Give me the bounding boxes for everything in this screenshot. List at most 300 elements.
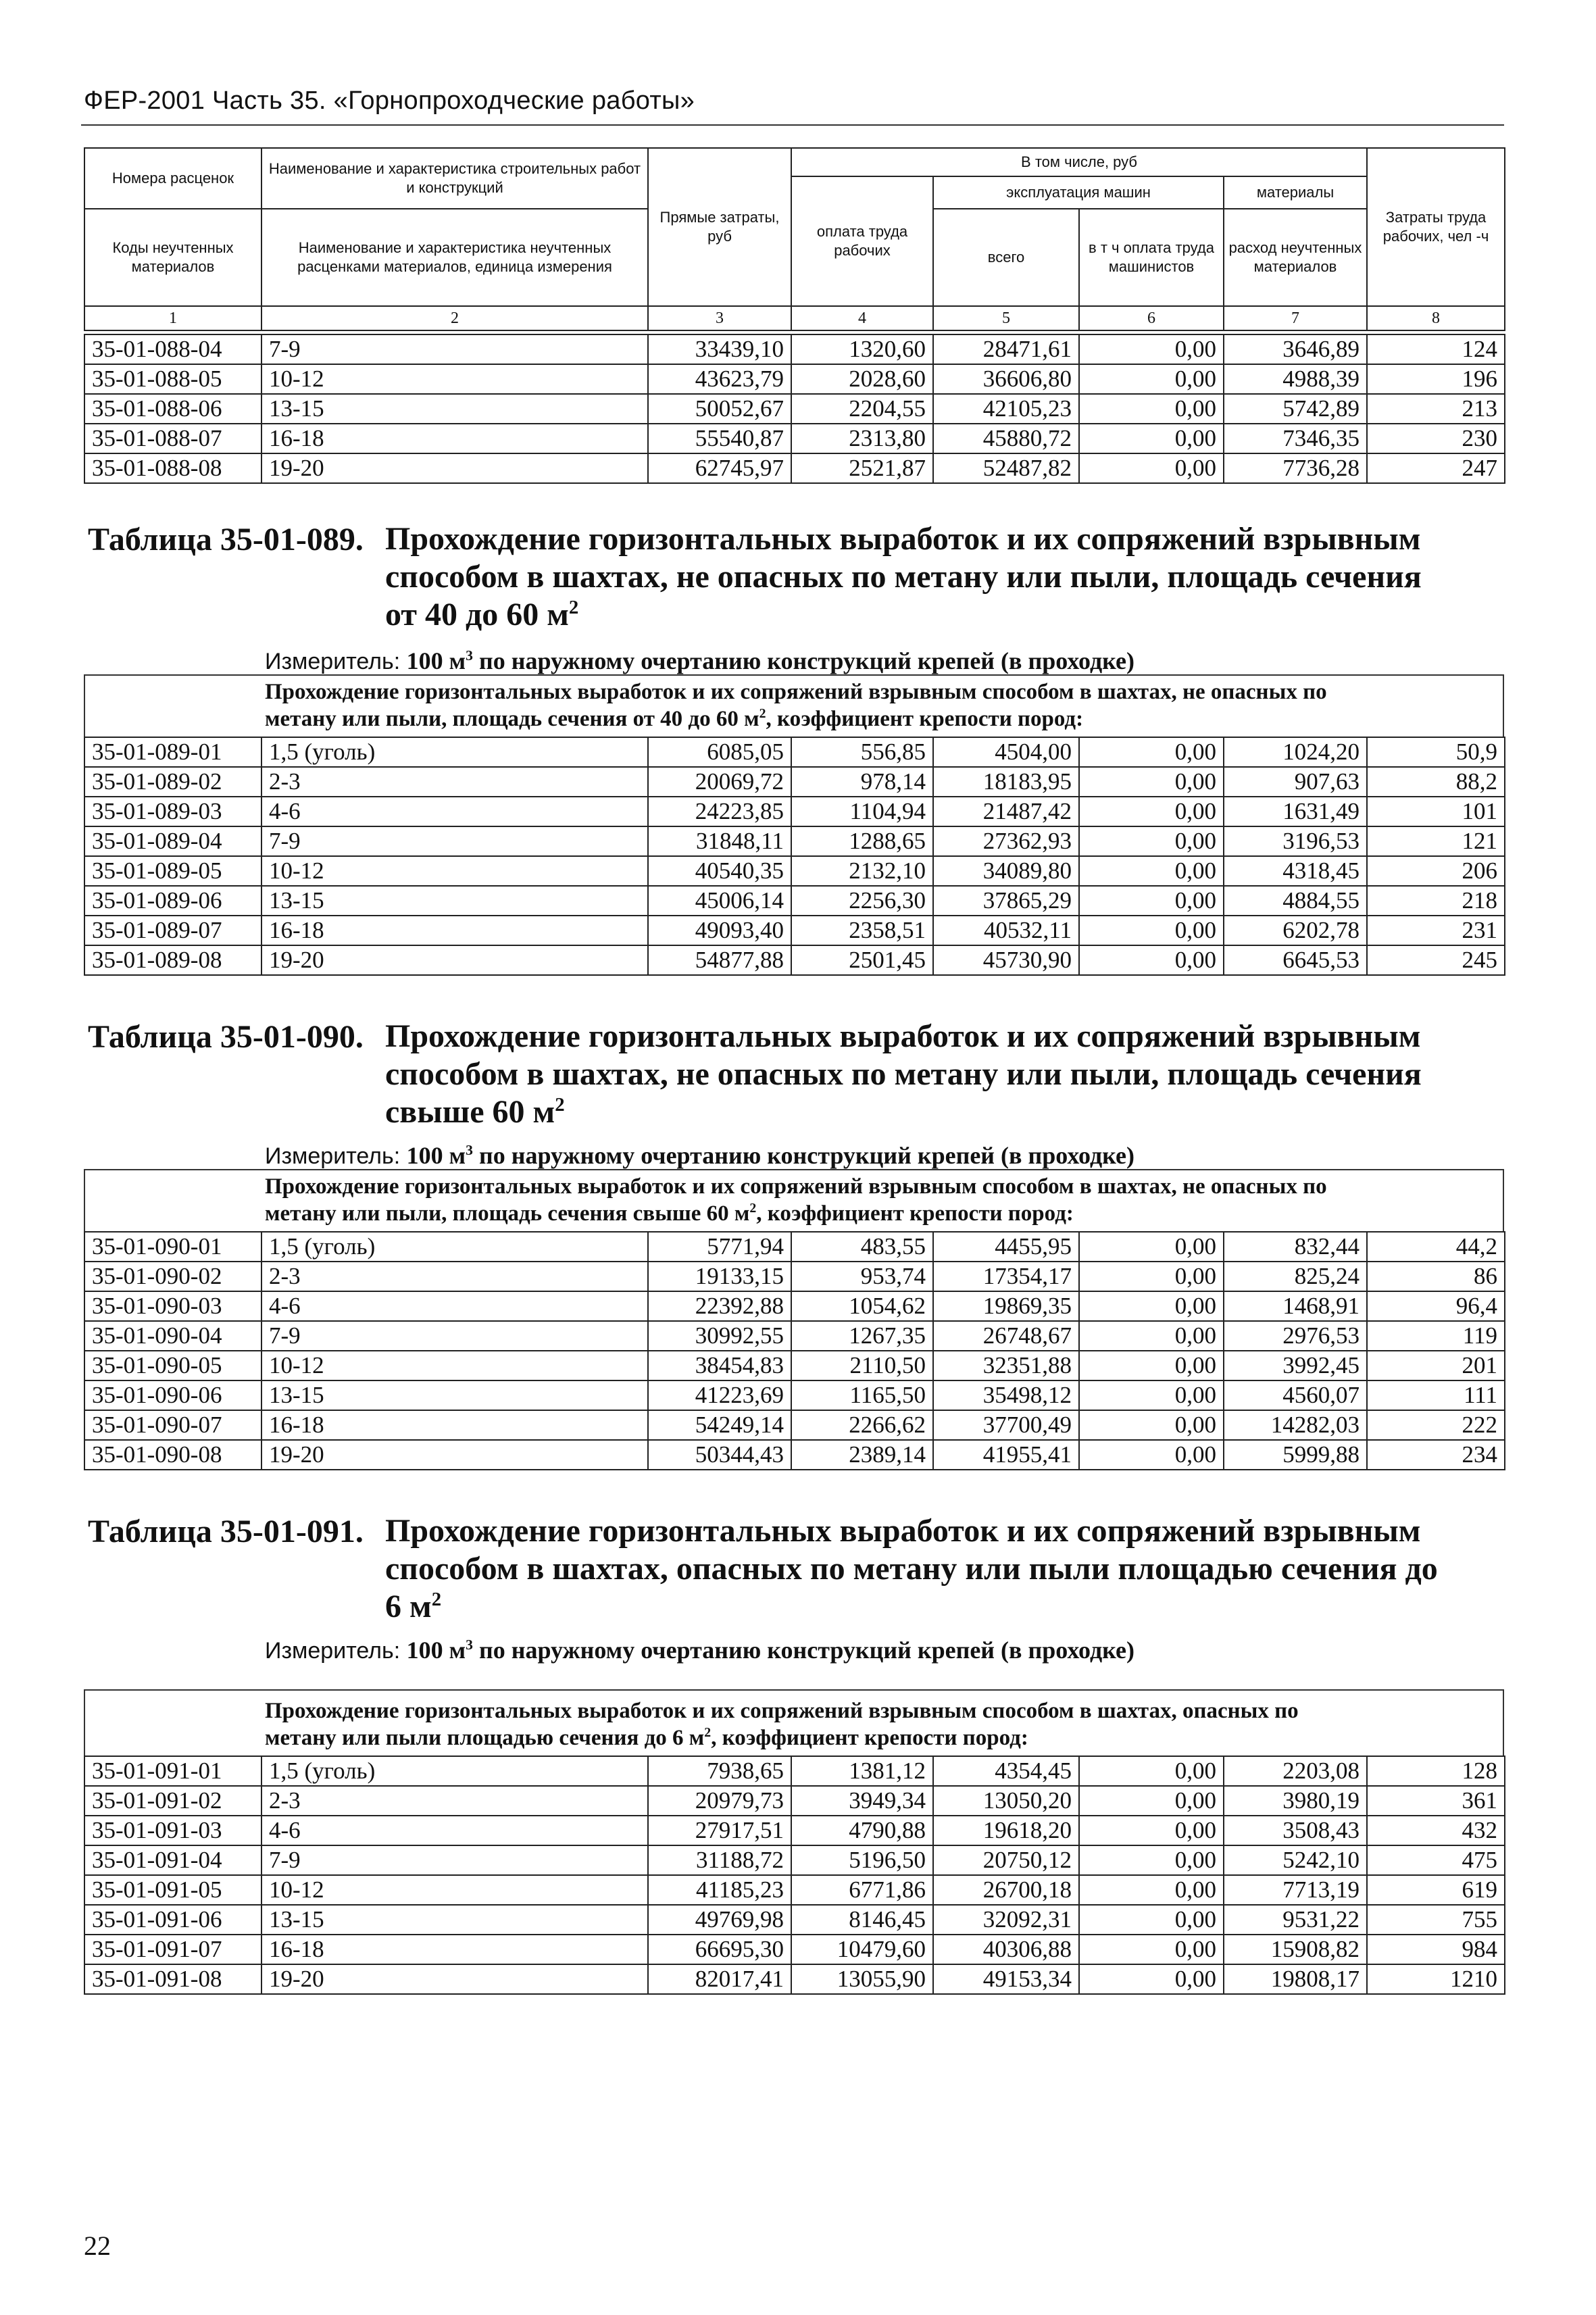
value-cell: 0,00 <box>1079 1845 1224 1875</box>
rate-code-cell: 35-01-091-08 <box>84 1964 261 1994</box>
value-cell: 3646,89 <box>1224 334 1367 364</box>
column-index-4: 4 <box>791 306 933 330</box>
value-cell: 4884,55 <box>1224 886 1367 916</box>
table-089-rule <box>84 674 1504 676</box>
rock-hardness-cell: 2-3 <box>261 1786 648 1816</box>
value-cell: 213 <box>1367 394 1505 424</box>
value-cell: 50344,43 <box>648 1440 791 1470</box>
value-cell: 0,00 <box>1079 1786 1224 1816</box>
rate-code-cell: 35-01-090-03 <box>84 1291 261 1321</box>
value-cell: 37865,29 <box>933 886 1079 916</box>
value-cell: 41955,41 <box>933 1440 1079 1470</box>
table-row <box>84 1964 1505 1994</box>
column-index-1: 1 <box>84 306 261 330</box>
value-cell: 483,55 <box>791 1232 933 1262</box>
value-cell: 49153,34 <box>933 1964 1079 1994</box>
value-cell: 27362,93 <box>933 826 1079 856</box>
value-cell: 0,00 <box>1079 1262 1224 1291</box>
value-cell: 5242,10 <box>1224 1845 1367 1875</box>
value-cell: 19808,17 <box>1224 1964 1367 1994</box>
table-row <box>84 1845 1505 1875</box>
value-cell: 4504,00 <box>933 737 1079 767</box>
column-header-table <box>84 147 1505 331</box>
value-cell: 0,00 <box>1079 1816 1224 1845</box>
value-cell: 20979,73 <box>648 1786 791 1816</box>
value-cell: 984 <box>1367 1935 1505 1964</box>
table-091-label: Таблица 35-01-091. <box>88 1514 364 1549</box>
value-cell: 45880,72 <box>933 424 1079 453</box>
value-cell: 20750,12 <box>933 1845 1079 1875</box>
value-cell: 41185,23 <box>648 1875 791 1905</box>
value-cell: 55540,87 <box>648 424 791 453</box>
value-cell: 3508,43 <box>1224 1816 1367 1845</box>
rock-hardness-cell: 1,5 (уголь) <box>261 1232 648 1262</box>
column-index-8: 8 <box>1367 306 1505 330</box>
value-cell: 0,00 <box>1079 1964 1224 1994</box>
page-number: 22 <box>84 2231 111 2261</box>
value-cell: 4560,07 <box>1224 1380 1367 1410</box>
value-cell: 4318,45 <box>1224 856 1367 886</box>
header-rates-numbers: Номера расценок <box>84 148 261 209</box>
value-cell: 0,00 <box>1079 1351 1224 1380</box>
value-cell: 40532,11 <box>933 916 1079 945</box>
table-090-rule <box>84 1169 1504 1170</box>
rate-code-cell: 35-01-089-03 <box>84 797 261 826</box>
table-091-left-border <box>84 1689 85 1756</box>
value-cell: 31188,72 <box>648 1845 791 1875</box>
value-cell: 40306,88 <box>933 1935 1079 1964</box>
table-row <box>84 1816 1505 1845</box>
rock-hardness-cell: 7-9 <box>261 334 648 364</box>
value-cell: 245 <box>1367 945 1505 975</box>
value-cell: 361 <box>1367 1786 1505 1816</box>
table-091-rule <box>84 1689 1504 1691</box>
value-cell: 88,2 <box>1367 767 1505 797</box>
table-row <box>84 856 1505 886</box>
value-cell: 1024,20 <box>1224 737 1367 767</box>
value-cell: 1267,35 <box>791 1321 933 1351</box>
value-cell: 0,00 <box>1079 886 1224 916</box>
table-row <box>84 1262 1505 1291</box>
value-cell: 1320,60 <box>791 334 933 364</box>
column-index-7: 7 <box>1224 306 1367 330</box>
column-index-row <box>84 306 1505 330</box>
table-row <box>84 1756 1505 1786</box>
value-cell: 15908,82 <box>1224 1935 1367 1964</box>
value-cell: 42105,23 <box>933 394 1079 424</box>
header-operators-pay: в т ч оплата труда машинистов <box>1079 209 1224 306</box>
value-cell: 0,00 <box>1079 826 1224 856</box>
rock-hardness-cell: 19-20 <box>261 945 648 975</box>
table-row <box>84 826 1505 856</box>
value-cell: 0,00 <box>1079 1321 1224 1351</box>
table-090-left-border <box>84 1169 85 1231</box>
rate-code-cell: 35-01-088-04 <box>84 334 261 364</box>
value-cell: 3980,19 <box>1224 1786 1367 1816</box>
value-cell: 121 <box>1367 826 1505 856</box>
value-cell: 230 <box>1367 424 1505 453</box>
rock-hardness-cell: 7-9 <box>261 1845 648 1875</box>
rock-hardness-cell: 10-12 <box>261 856 648 886</box>
value-cell: 953,74 <box>791 1262 933 1291</box>
value-cell: 907,63 <box>1224 767 1367 797</box>
value-cell: 0,00 <box>1079 1756 1224 1786</box>
value-cell: 18183,95 <box>933 767 1079 797</box>
value-cell: 19618,20 <box>933 1816 1079 1845</box>
table-row <box>84 797 1505 826</box>
value-cell: 231 <box>1367 916 1505 945</box>
value-cell: 119 <box>1367 1321 1505 1351</box>
table-row <box>84 1410 1505 1440</box>
value-cell: 556,85 <box>791 737 933 767</box>
rock-hardness-cell: 19-20 <box>261 1440 648 1470</box>
value-cell: 49093,40 <box>648 916 791 945</box>
rock-hardness-cell: 2-3 <box>261 767 648 797</box>
value-cell: 124 <box>1367 334 1505 364</box>
value-cell: 0,00 <box>1079 453 1224 483</box>
rate-code-cell: 35-01-090-01 <box>84 1232 261 1262</box>
table-089-rows <box>84 737 1505 976</box>
value-cell: 14282,03 <box>1224 1410 1367 1440</box>
value-cell: 50052,67 <box>648 394 791 424</box>
value-cell: 196 <box>1367 364 1505 394</box>
value-cell: 832,44 <box>1224 1232 1367 1262</box>
value-cell: 36606,80 <box>933 364 1079 394</box>
value-cell: 28471,61 <box>933 334 1079 364</box>
value-cell: 2521,87 <box>791 453 933 483</box>
value-cell: 43623,79 <box>648 364 791 394</box>
value-cell: 247 <box>1367 453 1505 483</box>
rate-code-cell: 35-01-090-02 <box>84 1262 261 1291</box>
table-row <box>84 364 1505 394</box>
column-index-5: 5 <box>933 306 1079 330</box>
value-cell: 0,00 <box>1079 916 1224 945</box>
table-row <box>84 1935 1505 1964</box>
header-machine-operation: эксплуатация машин <box>933 176 1224 209</box>
value-cell: 2203,08 <box>1224 1756 1367 1786</box>
table-089-left-border <box>84 674 85 737</box>
value-cell: 31848,11 <box>648 826 791 856</box>
column-index-2: 2 <box>261 306 648 330</box>
value-cell: 2110,50 <box>791 1351 933 1380</box>
value-cell: 6202,78 <box>1224 916 1367 945</box>
rate-code-cell: 35-01-091-03 <box>84 1816 261 1845</box>
value-cell: 0,00 <box>1079 1410 1224 1440</box>
value-cell: 2358,51 <box>791 916 933 945</box>
header-rule <box>81 124 1504 126</box>
rate-code-cell: 35-01-088-07 <box>84 424 261 453</box>
rock-hardness-cell: 4-6 <box>261 797 648 826</box>
value-cell: 0,00 <box>1079 334 1224 364</box>
table-090-measure: Измеритель: 100 $м^3$ по наружному очертанию конструкций крепей (в проходке) <box>265 1142 1134 1169</box>
table-row <box>84 1786 1505 1816</box>
value-cell: 619 <box>1367 1875 1505 1905</box>
value-cell: 2389,14 <box>791 1440 933 1470</box>
value-cell: 20069,72 <box>648 767 791 797</box>
value-cell: 40540,35 <box>648 856 791 886</box>
value-cell: 3196,53 <box>1224 826 1367 856</box>
table-090-right-border <box>1503 1169 1504 1231</box>
header-labor-hours: Затраты труда рабочих, чел -ч <box>1367 148 1505 306</box>
rock-hardness-cell: 10-12 <box>261 364 648 394</box>
value-cell: 32092,31 <box>933 1905 1079 1935</box>
column-index-6: 6 <box>1079 306 1224 330</box>
value-cell: 222 <box>1367 1410 1505 1440</box>
value-cell: 2256,30 <box>791 886 933 916</box>
rock-hardness-cell: 7-9 <box>261 826 648 856</box>
table-090-label: Таблица 35-01-090. <box>88 1019 364 1055</box>
rate-code-cell: 35-01-089-07 <box>84 916 261 945</box>
value-cell: 5771,94 <box>648 1232 791 1262</box>
value-cell: 86 <box>1367 1262 1505 1291</box>
table-089-title: Прохождение горизонтальных выработок и их сопряжений взрывным способом в шахтах, не опасных по метану или пыли, площадь сечения от 40 до 60 $м^2$ <box>385 521 1422 632</box>
value-cell: 37700,49 <box>933 1410 1079 1440</box>
value-cell: 0,00 <box>1079 364 1224 394</box>
value-cell: 475 <box>1367 1845 1505 1875</box>
table-row <box>84 886 1505 916</box>
value-cell: 1468,91 <box>1224 1291 1367 1321</box>
value-cell: 0,00 <box>1079 1380 1224 1410</box>
table-row <box>84 1905 1505 1935</box>
table-091-title: Прохождение горизонтальных выработок и их сопряжений взрывным способом в шахтах, опасных по метану или пыли площадью сечения до 6 $м^2$ <box>385 1513 1438 1624</box>
header-machines-total: всего <box>933 209 1079 306</box>
value-cell: 6085,05 <box>648 737 791 767</box>
table-row <box>84 394 1505 424</box>
rate-code-cell: 35-01-090-05 <box>84 1351 261 1380</box>
rock-hardness-cell: 10-12 <box>261 1875 648 1905</box>
table-row <box>84 453 1505 483</box>
value-cell: 0,00 <box>1079 1440 1224 1470</box>
value-cell: 1165,50 <box>791 1380 933 1410</box>
value-cell: 66695,30 <box>648 1935 791 1964</box>
rock-hardness-cell: 13-15 <box>261 394 648 424</box>
value-cell: 5196,50 <box>791 1845 933 1875</box>
value-cell: 3992,45 <box>1224 1351 1367 1380</box>
value-cell: 26748,67 <box>933 1321 1079 1351</box>
column-index-3: 3 <box>648 306 791 330</box>
rock-hardness-cell: 16-18 <box>261 1935 648 1964</box>
table-row <box>84 1291 1505 1321</box>
table-090-subheader: Прохождение горизонтальных выработок и их сопряжений взрывным способом в шахтах, не опасных по метану или пыли, площадь сечения свыше 60 $м^2$, коэффициент крепости пород: <box>265 1174 1327 1226</box>
table-089-measure: Измеритель: 100 $м^3$ по наружному очертанию конструкций крепей (в проходке) <box>265 647 1134 674</box>
value-cell: 8146,45 <box>791 1905 933 1935</box>
value-cell: 978,14 <box>791 767 933 797</box>
table-row <box>84 916 1505 945</box>
rate-code-cell: 35-01-089-08 <box>84 945 261 975</box>
value-cell: 234 <box>1367 1440 1505 1470</box>
table-row <box>84 737 1505 767</box>
value-cell: 2204,55 <box>791 394 933 424</box>
table-row <box>84 1232 1505 1262</box>
rate-code-cell: 35-01-091-06 <box>84 1905 261 1935</box>
value-cell: 1288,65 <box>791 826 933 856</box>
header-works-name: Наименование и характеристика строительных работ и конструкций <box>261 148 648 209</box>
value-cell: 101 <box>1367 797 1505 826</box>
rate-code-cell: 35-01-090-07 <box>84 1410 261 1440</box>
rock-hardness-cell: 19-20 <box>261 453 648 483</box>
value-cell: 755 <box>1367 1905 1505 1935</box>
value-cell: 96,4 <box>1367 1291 1505 1321</box>
value-cell: 22392,88 <box>648 1291 791 1321</box>
table-088-rows <box>84 334 1505 484</box>
value-cell: 0,00 <box>1079 737 1224 767</box>
rate-code-cell: 35-01-088-06 <box>84 394 261 424</box>
value-cell: 2313,80 <box>791 424 933 453</box>
value-cell: 45006,14 <box>648 886 791 916</box>
rate-code-cell: 35-01-090-06 <box>84 1380 261 1410</box>
value-cell: 2028,60 <box>791 364 933 394</box>
table-090-title: Прохождение горизонтальных выработок и их сопряжений взрывным способом в шахтах, не опасных по метану или пыли, площадь сечения свыше 60 $м^2$ <box>385 1018 1422 1130</box>
value-cell: 54249,14 <box>648 1410 791 1440</box>
table-row <box>84 1321 1505 1351</box>
value-cell: 0,00 <box>1079 856 1224 886</box>
value-cell: 0,00 <box>1079 394 1224 424</box>
table-row <box>84 1875 1505 1905</box>
value-cell: 21487,42 <box>933 797 1079 826</box>
value-cell: 6771,86 <box>791 1875 933 1905</box>
value-cell: 4988,39 <box>1224 364 1367 394</box>
value-cell: 0,00 <box>1079 1232 1224 1262</box>
rock-hardness-cell: 13-15 <box>261 886 648 916</box>
value-cell: 1104,94 <box>791 797 933 826</box>
value-cell: 4790,88 <box>791 1816 933 1845</box>
value-cell: 45730,90 <box>933 945 1079 975</box>
table-091-rows <box>84 1756 1505 1995</box>
value-cell: 30992,55 <box>648 1321 791 1351</box>
header-labor-pay: оплата труда рабочих <box>791 176 933 306</box>
value-cell: 13055,90 <box>791 1964 933 1994</box>
value-cell: 4455,95 <box>933 1232 1079 1262</box>
value-cell: 35498,12 <box>933 1380 1079 1410</box>
rate-code-cell: 35-01-089-06 <box>84 886 261 916</box>
rate-code-cell: 35-01-091-02 <box>84 1786 261 1816</box>
value-cell: 32351,88 <box>933 1351 1079 1380</box>
table-089-label: Таблица 35-01-089. <box>88 522 364 557</box>
table-091-subheader: Прохождение горизонтальных выработок и их сопряжений взрывным способом в шахтах, опасных по метану или пыли площадью сечения до 6 $м^2$, коэффициент крепости пород: <box>265 1699 1299 1750</box>
rock-hardness-cell: 1,5 (уголь) <box>261 1756 648 1786</box>
rock-hardness-cell: 2-3 <box>261 1262 648 1291</box>
value-cell: 50,9 <box>1367 737 1505 767</box>
value-cell: 54877,88 <box>648 945 791 975</box>
rate-code-cell: 35-01-091-07 <box>84 1935 261 1964</box>
value-cell: 82017,41 <box>648 1964 791 1994</box>
rate-code-cell: 35-01-089-05 <box>84 856 261 886</box>
rock-hardness-cell: 16-18 <box>261 916 648 945</box>
rock-hardness-cell: 7-9 <box>261 1321 648 1351</box>
value-cell: 0,00 <box>1079 1875 1224 1905</box>
rate-code-cell: 35-01-091-05 <box>84 1875 261 1905</box>
rock-hardness-cell: 19-20 <box>261 1964 648 1994</box>
value-cell: 128 <box>1367 1756 1505 1786</box>
header-including: В том числе, руб <box>791 148 1367 176</box>
value-cell: 432 <box>1367 1816 1505 1845</box>
rock-hardness-cell: 4-6 <box>261 1291 648 1321</box>
value-cell: 19869,35 <box>933 1291 1079 1321</box>
rate-code-cell: 35-01-090-08 <box>84 1440 261 1470</box>
value-cell: 13050,20 <box>933 1786 1079 1816</box>
value-cell: 19133,15 <box>648 1262 791 1291</box>
table-row <box>84 1380 1505 1410</box>
table-row <box>84 424 1505 453</box>
value-cell: 9531,22 <box>1224 1905 1367 1935</box>
rate-code-cell: 35-01-088-05 <box>84 364 261 394</box>
value-cell: 1210 <box>1367 1964 1505 1994</box>
header-material-codes: Коды неучтенных материалов <box>84 209 261 306</box>
value-cell: 52487,82 <box>933 453 1079 483</box>
rock-hardness-cell: 10-12 <box>261 1351 648 1380</box>
value-cell: 2501,45 <box>791 945 933 975</box>
value-cell: 0,00 <box>1079 424 1224 453</box>
value-cell: 0,00 <box>1079 797 1224 826</box>
running-head: ФЕР-2001 Часть 35. «Горнопроходческие работы» <box>84 86 695 115</box>
value-cell: 10479,60 <box>791 1935 933 1964</box>
value-cell: 0,00 <box>1079 945 1224 975</box>
value-cell: 2976,53 <box>1224 1321 1367 1351</box>
rate-code-cell: 35-01-091-01 <box>84 1756 261 1786</box>
header-direct-costs: Прямые затраты, руб <box>648 148 791 306</box>
value-cell: 111 <box>1367 1380 1505 1410</box>
value-cell: 1631,49 <box>1224 797 1367 826</box>
header-materials-name: Наименование и характеристика неучтенных расценками материалов, единица измерения <box>261 209 648 306</box>
table-row <box>84 1440 1505 1470</box>
value-cell: 2132,10 <box>791 856 933 886</box>
rate-code-cell: 35-01-091-04 <box>84 1845 261 1875</box>
table-089-right-border <box>1503 674 1504 737</box>
table-row <box>84 767 1505 797</box>
value-cell: 33439,10 <box>648 334 791 364</box>
table-091-right-border <box>1503 1689 1504 1756</box>
value-cell: 825,24 <box>1224 1262 1367 1291</box>
rate-code-cell: 35-01-088-08 <box>84 453 261 483</box>
value-cell: 24223,85 <box>648 797 791 826</box>
value-cell: 0,00 <box>1079 1905 1224 1935</box>
rock-hardness-cell: 4-6 <box>261 1816 648 1845</box>
value-cell: 0,00 <box>1079 1935 1224 1964</box>
table-091-measure: Измеритель: 100 $м^3$ по наружному очертанию конструкций крепей (в проходке) <box>265 1637 1134 1664</box>
value-cell: 62745,97 <box>648 453 791 483</box>
value-cell: 1381,12 <box>791 1756 933 1786</box>
rock-hardness-cell: 16-18 <box>261 424 648 453</box>
value-cell: 201 <box>1367 1351 1505 1380</box>
rock-hardness-cell: 13-15 <box>261 1905 648 1935</box>
value-cell: 5999,88 <box>1224 1440 1367 1470</box>
value-cell: 5742,89 <box>1224 394 1367 424</box>
rock-hardness-cell: 13-15 <box>261 1380 648 1410</box>
value-cell: 4354,45 <box>933 1756 1079 1786</box>
value-cell: 27917,51 <box>648 1816 791 1845</box>
value-cell: 218 <box>1367 886 1505 916</box>
value-cell: 34089,80 <box>933 856 1079 886</box>
value-cell: 44,2 <box>1367 1232 1505 1262</box>
value-cell: 41223,69 <box>648 1380 791 1410</box>
table-090-rows <box>84 1231 1505 1470</box>
value-cell: 26700,18 <box>933 1875 1079 1905</box>
header-material-use: расход неучтенных материалов <box>1224 209 1367 306</box>
value-cell: 206 <box>1367 856 1505 886</box>
value-cell: 7938,65 <box>648 1756 791 1786</box>
value-cell: 7736,28 <box>1224 453 1367 483</box>
value-cell: 17354,17 <box>933 1262 1079 1291</box>
header-materials: материалы <box>1224 176 1367 209</box>
rate-code-cell: 35-01-089-04 <box>84 826 261 856</box>
rate-code-cell: 35-01-089-01 <box>84 737 261 767</box>
value-cell: 0,00 <box>1079 1291 1224 1321</box>
value-cell: 3949,34 <box>791 1786 933 1816</box>
rate-code-cell: 35-01-089-02 <box>84 767 261 797</box>
value-cell: 7346,35 <box>1224 424 1367 453</box>
value-cell: 7713,19 <box>1224 1875 1367 1905</box>
value-cell: 38454,83 <box>648 1351 791 1380</box>
